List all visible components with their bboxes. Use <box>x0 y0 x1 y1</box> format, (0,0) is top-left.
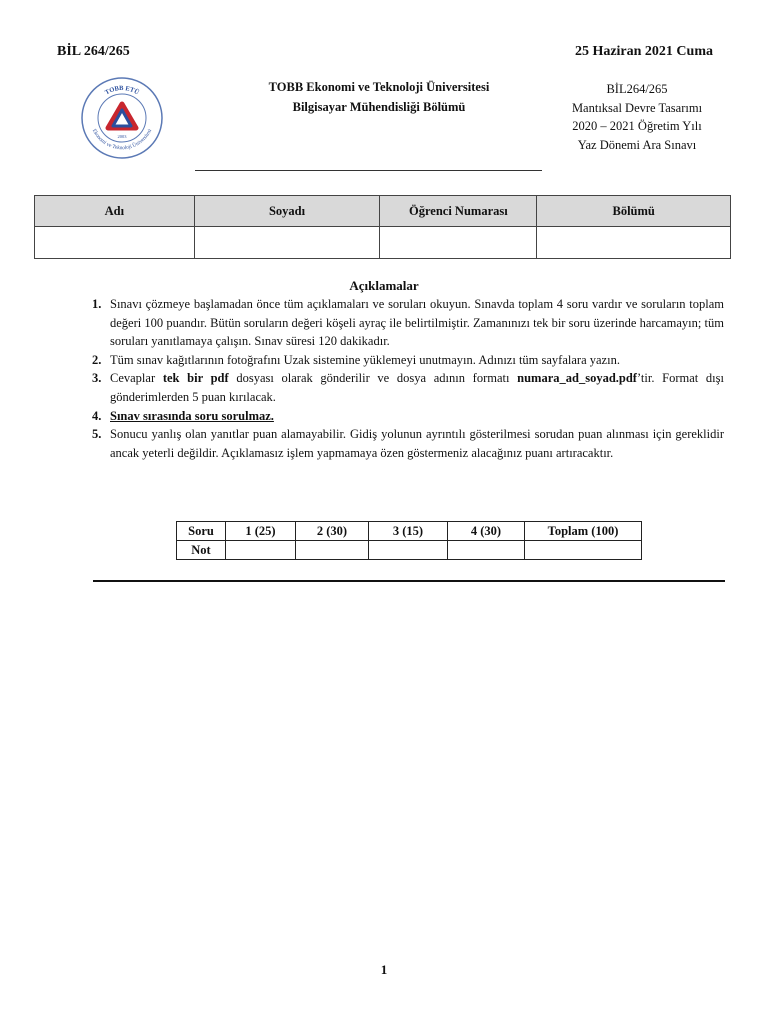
exam-info-course: BİL264/265 <box>606 82 668 96</box>
header-student-number: Öğrenci Numarası <box>380 196 537 227</box>
score-row-label-question: Soru <box>177 522 226 541</box>
header-surname: Soyadı <box>194 196 380 227</box>
header-name: Adı <box>35 196 195 227</box>
university-logo <box>80 76 164 160</box>
instruction-item: 1. Sınavı çözmeye başlamadan önce tüm açıklamaları ve soruları okuyun. Sınavda toplam 4 soru vardır ve soruların toplam değeri 100 puandır. Bütün soruların değeri köşeli ayraç ile belirtilmiştir. Zamanınızı tek bir soru üzerinde harcamayın; tüm soruları yanıtlamaya çalışın. Sınav süresi 120 dakikadır. <box>92 297 724 349</box>
score-col-total: Toplam (100) <box>525 522 642 541</box>
svg-text:Ekonomi ve Teknoloji Üniversit <box>91 128 154 152</box>
exam-info-title: Mantıksal Devre Tasarımı <box>571 100 703 115</box>
score-col-4: 4 (30) <box>448 522 525 541</box>
logo-top-text: TOBB ETÜ <box>103 84 141 97</box>
instruction-item: 4. Sınav sırasında soru sorulmaz. <box>92 408 274 423</box>
score-cell[interactable] <box>296 541 369 560</box>
score-table <box>176 521 642 560</box>
department-name: Bilgisayar Mühendisliği Bölümü <box>292 100 466 114</box>
logo-ring-text: Ekonomi ve Teknoloji Üniversitesi <box>90 128 154 152</box>
instructions-list <box>92 295 724 462</box>
cell-department[interactable] <box>537 227 731 259</box>
cell-surname[interactable] <box>194 227 380 259</box>
score-col-2: 2 (30) <box>296 522 369 541</box>
score-cell[interactable] <box>369 541 448 560</box>
logo-year: 2003 <box>117 134 127 139</box>
instructions-title: Açıklamalar <box>349 278 419 293</box>
cell-name[interactable] <box>35 227 195 259</box>
exam-info-term: Yaz Dönemi Ara Sınavı <box>577 137 697 152</box>
page-number: 1 <box>380 962 388 977</box>
instruction-item: 5. Sonucu yanlış olan yanıtlar puan alamayabilir. Gidiş yolunun ayrıntılı gösterilmesi sorudan puan alınması için gereklidir ancak yeterli değildir. Açıklamasız işlem yapmamaya özen göstermeniz alacağınız puanı artıracaktır. <box>92 427 724 460</box>
score-cell[interactable] <box>226 541 296 560</box>
instruction-item: 3. Cevaplar tek bir pdf dosyası olarak gönderilir ve dosya adının formatı numara_ad_soyad.pdf’tir. Format dışı gönderimlerden 5 puan kırılacak. <box>92 371 724 404</box>
exam-info-year: 2020 – 2021 Öğretim Yılı <box>572 119 702 133</box>
score-row-label-grade: Not <box>177 541 226 560</box>
section-divider <box>93 580 725 582</box>
score-cell[interactable] <box>525 541 642 560</box>
exam-info <box>553 80 721 154</box>
score-cell[interactable] <box>448 541 525 560</box>
score-col-3: 3 (15) <box>369 522 448 541</box>
exam-date: 25 Haziran 2021 Cuma <box>574 44 713 59</box>
svg-text:TOBB ETÜ <box>104 85 140 97</box>
university-name: TOBB Ekonomi ve Teknoloji Üniversitesi <box>268 80 490 94</box>
cell-student-number[interactable] <box>380 227 537 259</box>
course-code: BİL 264/265 <box>57 44 130 59</box>
header-department: Bölümü <box>537 196 731 227</box>
score-col-1: 1 (25) <box>226 522 296 541</box>
student-info-table <box>34 195 731 259</box>
instruction-item: 2. Tüm sınav kağıtlarının fotoğrafını Uzak sistemine yüklemeyi unutmayın. Adınızı tüm sayfalara yazın. <box>92 352 620 367</box>
signature-line <box>195 170 542 171</box>
